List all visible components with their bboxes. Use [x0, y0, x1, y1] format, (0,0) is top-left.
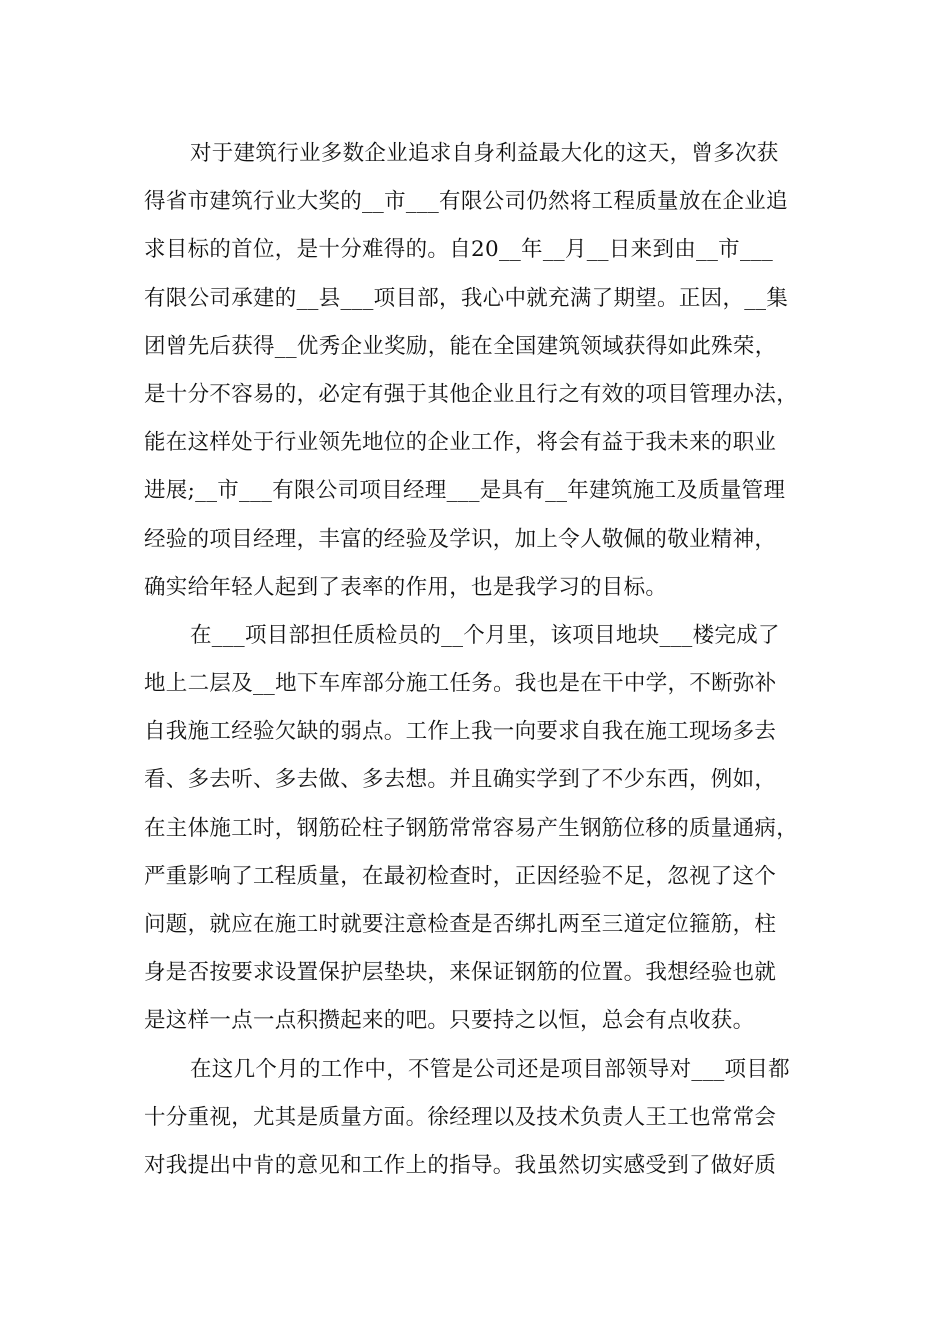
text-line: 在主体施工时，钢筋砼柱子钢筋常常容易产生钢筋位移的质量通病，	[144, 815, 799, 841]
paragraph-3	[144, 1046, 824, 1191]
text-line: 是这样一点一点积攒起来的吧。只要持之以恒，总会有点收获。	[144, 1008, 755, 1034]
text-line: 确实给年轻人起到了表率的作用，也是我学习的目标。	[144, 574, 668, 600]
text-line: 在这几个月的工作中，不管是公司还是项目部领导对___项目都	[190, 1056, 790, 1082]
text-line: 对于建筑行业多数企业追求自身利益最大化的这天，曾多次获	[190, 141, 779, 166]
text-line: 在___项目部担任质检员的__个月里，该项目地块___楼完成了	[190, 622, 780, 648]
text-line: 是十分不容易的，必定有强于其他企业且行之有效的项目管理办法，	[144, 381, 799, 407]
text-line: 进展;__市___有限公司项目经理___是具有__年建筑施工及质量管理	[144, 478, 786, 504]
text-line: 团曾先后获得__优秀企业奖励，能在全国建筑领域获得如此殊荣，	[144, 333, 777, 359]
text-line: 对我提出中肯的意见和工作上的指导。我虽然切实感受到了做好质	[144, 1152, 777, 1178]
text-line: 自我施工经验欠缺的弱点。工作上我一向要求自我在施工现场多去	[144, 719, 777, 745]
text-line: 经验的项目经理，丰富的经验及学识，加上令人敬佩的敬业精神，	[144, 526, 777, 552]
text-line: 有限公司承建的__县___项目部，我心中就充满了期望。正因，__集	[144, 285, 789, 311]
text-line: 能在这样处于行业领先地位的企业工作，将会有益于我未来的职业	[144, 430, 777, 456]
text-line: 问题，就应在施工时就要注意检查是否绑扎两至三道定位箍筋，柱	[144, 912, 777, 937]
paragraph-2	[144, 612, 824, 1046]
text-line: 身是否按要求设置保护层垫块，来保证钢筋的位置。我想经验也就	[144, 960, 777, 986]
text-line: 严重影响了工程质量，在最初检查时，正因经验不足，忽视了这个	[144, 863, 777, 889]
text-line: 得省市建筑行业大奖的__市___有限公司仍然将工程质量放在企业追	[144, 189, 788, 215]
text-line: 十分重视，尤其是质量方面。徐经理以及技术负责人王工也常常会	[144, 1104, 777, 1130]
document-body	[144, 130, 824, 1190]
text-line: 地上二层及__地下车库部分施工任务。我也是在干中学，不断弥补	[144, 671, 777, 697]
text-line: 求目标的首位，是十分难得的。自20__年__月__日来到由__市___	[144, 237, 774, 263]
paragraph-1	[144, 130, 824, 612]
text-line: 看、多去听、多去做、多去想。并且确实学到了不少东西，例如，	[144, 767, 777, 793]
